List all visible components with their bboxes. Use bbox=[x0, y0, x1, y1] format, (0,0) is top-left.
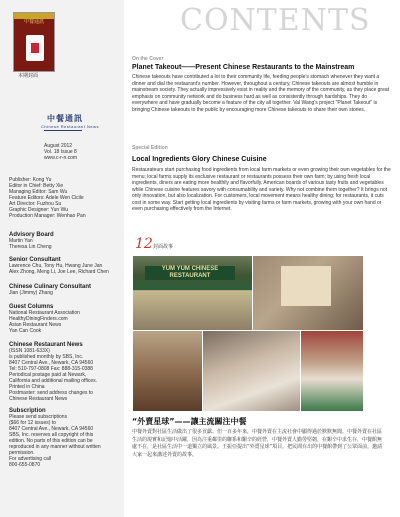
issue-info bbox=[44, 143, 77, 161]
subscription-info bbox=[9, 408, 121, 468]
section-line: HealthyDiningFinders.com bbox=[9, 316, 68, 322]
section-line: Periodical postage paid at Newark, bbox=[9, 372, 87, 378]
cover-story-title[interactable]: Planet Takeout——Present Chinese Restaurants to the Mainstream bbox=[132, 64, 355, 71]
section-line: reproduced in any manner without written bbox=[9, 444, 101, 450]
staff-photo bbox=[300, 330, 364, 412]
section-heading: Chinese Restaurant News bbox=[9, 342, 83, 348]
feature-tag: 封面故事 bbox=[153, 244, 174, 250]
staff-list bbox=[9, 177, 121, 219]
section-line: SBS, Inc. reserves all copyright of this bbox=[9, 432, 94, 438]
cover-story-summary: Chinese takeouts have contributed a lot to their community life, feeding people's stomach whenever they want a dinner and dial the restaurant's number. However, throughout a century, Chinese takeouts are almost humble in mainstream society. They actually impressively exist in reality and the memory of the community, as they place great emphasis on community network and do business hard as well as consistently through hardships. They do everywhere and have gradually become a feature of the city all together. Val Wang's project "Planet Takeout" is bringing Chinese takeouts to the public by encouraging more Chinese takeouts to share their own stories. bbox=[132, 74, 390, 113]
section-heading: Senior Consultant bbox=[9, 257, 61, 263]
special-edition-label: Special Edition bbox=[132, 145, 168, 151]
culinary-consultant bbox=[9, 284, 121, 296]
crn-info bbox=[9, 342, 121, 402]
section-line: edition. No parts of this edition can be bbox=[9, 438, 93, 444]
issue-volume: Vol. 18 Issue 8 bbox=[44, 149, 77, 155]
cover-caption: 本期封面 bbox=[18, 73, 39, 79]
chef-portrait-photo bbox=[202, 330, 302, 412]
staff-line: Managing Editor: Sam Wu bbox=[9, 189, 68, 195]
issue-date: August 2012 bbox=[44, 143, 73, 149]
section-line: Chinese Restaurant News bbox=[9, 396, 68, 402]
section-line: Lawrence Chu, Tony Hu, Hwang June Jan bbox=[9, 263, 103, 269]
on-the-cover-label: On the Cover bbox=[132, 56, 164, 62]
staff-line: Publisher: Kong Yu bbox=[9, 177, 52, 183]
section-line: (ISSN 1081-633X) bbox=[9, 348, 50, 354]
restaurant-storefront-photo bbox=[132, 255, 254, 332]
magazine-cover-thumbnail[interactable] bbox=[13, 12, 55, 72]
menu-board bbox=[281, 266, 331, 306]
section-line: Theresa Lin Cheng bbox=[9, 244, 52, 250]
section-line: 8407 Central Ave., Newark, CA 94560 bbox=[9, 426, 94, 432]
takeout-box-image bbox=[26, 35, 44, 61]
section-line: California and additional mailing offices. bbox=[9, 378, 98, 384]
section-line: National Restaurant Association bbox=[9, 310, 80, 316]
section-line: Alex Zhong, Meng Li, Joe Lee, Richard Chen bbox=[9, 269, 109, 275]
logo-chinese: 中餐通訊 bbox=[47, 113, 83, 123]
section-line: ($66 for 12 issues) to bbox=[9, 420, 56, 426]
restaurant-sign: YUM YUM CHINESE RESTAURANT bbox=[145, 266, 235, 280]
section-line: Please send subscriptions bbox=[9, 414, 68, 420]
staff-line: Feature Editors: Adele Wen Cicile bbox=[9, 195, 84, 201]
staff-line: Graphic Designer: Yun Wu bbox=[9, 207, 69, 213]
section-heading: Subscription bbox=[9, 408, 46, 414]
feature-body-chinese: 中餐外賣對社區生活做出了很多貢獻。但一百多年來，中餐外賣在主流社會中顯得過於默默無聞。中餐外賣在社區生活的現實和記憶中活躍，因為注重鄰里的聯系和艱辛的經營，中餐外賣人勤勞堅韌，在艱辛中求生存，中餐館無處不在，是社區生活中一道獨立的風景。王振亞提出“外賣星球”項目，把民間有出的中餐館帶到了公眾面前，邀請大家一起來講述外賣的故事。 bbox=[132, 429, 383, 458]
issue-website[interactable]: www.c-r-n.com bbox=[44, 155, 78, 161]
feature-title-chinese[interactable]: “外賣星球”——讓主流關注中餐 bbox=[132, 417, 247, 426]
logo-english: Chinese Restaurant News bbox=[41, 124, 99, 129]
special-edition-summary: Restaurateurs start purchasing food ingredients from local farm markets or even growing their own vegetables for the menu; local farms supply its exclusive restaurant or restaurants possess their own farm; by using fresh local ingredients, diners are eating more healthily and flavorfully. American boards of various tasty fruits and vegetables while Chinese cuisine features savory with consumability and variety. Why not combine them together? It brings not only innovation, but also localization. For customers, local movement means healthy dining; for restaurants, it cuts cost in some way. Start getting local ingredients by visiting farms or farm markets, growing with your own hand or even purchasing effectively from the Internet. bbox=[132, 167, 391, 212]
section-line: Asian Restaurant News bbox=[9, 322, 62, 328]
special-edition-title[interactable]: Local Ingredients Glory Chinese Cuisine bbox=[132, 156, 267, 163]
section-line: Yan Can Cook bbox=[9, 328, 42, 334]
sidebar bbox=[0, 0, 124, 517]
section-line: is published monthly by SBS, Inc. bbox=[9, 354, 84, 360]
section-line: Printed in China bbox=[9, 384, 45, 390]
page-number[interactable]: 12 bbox=[135, 236, 153, 252]
restaurant-interior-photo bbox=[252, 255, 364, 332]
staff-line: Editor in Chief: Betty Xie bbox=[9, 183, 64, 189]
cover-title: 中餐通訊 bbox=[23, 19, 44, 25]
section-line: 800-655-0870 bbox=[9, 462, 41, 468]
contents-heading: CONTENTS bbox=[180, 3, 371, 38]
owner-portrait-photo bbox=[132, 330, 204, 412]
section-line: Tel: 510-797-0808 Fax: 888-315-0388 bbox=[9, 366, 93, 372]
guest-columns bbox=[9, 304, 121, 334]
logo-divider bbox=[44, 130, 82, 131]
section-line: 8407 Central Ave., Newark, CA 94560 bbox=[9, 360, 94, 366]
section-heading: Guest Columns bbox=[9, 304, 54, 310]
senior-consultant bbox=[9, 257, 121, 275]
section-heading: Advisory Board bbox=[9, 232, 54, 238]
section-line: For advertising call bbox=[9, 456, 51, 462]
section-line: permission. bbox=[9, 450, 35, 456]
staff-line: Art Director: Fuzhou Su bbox=[9, 201, 62, 207]
advisory-board bbox=[9, 232, 121, 250]
staff-line: Production Manager: Wenhao Pan bbox=[9, 213, 86, 219]
section-line: Postmaster: send address changes to bbox=[9, 390, 93, 396]
section-heading: Chinese Culinary Consultant bbox=[9, 284, 92, 290]
section-line: Martin Yan bbox=[9, 238, 33, 244]
section-line: Jian (Jimmy) Zhang bbox=[9, 290, 53, 296]
